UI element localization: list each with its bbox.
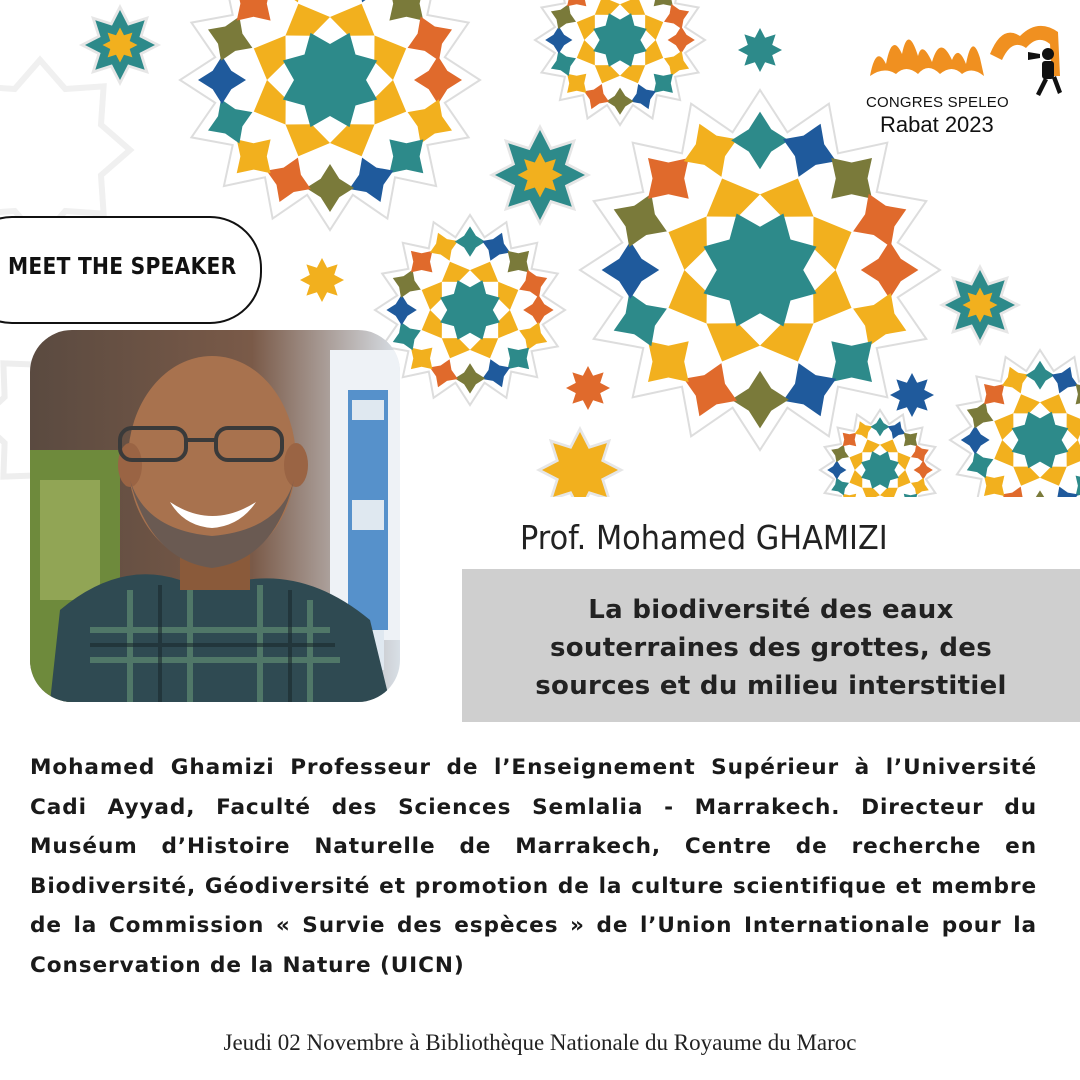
star-rosette-2-petal (411, 348, 433, 370)
speaker-bio: Mohamed Ghamizi Professeur de l’Enseignement Supérieur à l’Université Cadi Ayyad, Faculté des Sciences Semlalia - Marrakech. Directeur du Muséum d’Histoire Naturelle de Marrakech, Centre de recherche en Biodiversité, Géodiversité et promotion de la culture scientifique et membre de la Commission « Survie des espèces » de l’Union Internationale pour la Conservation de la Nature (UICN) (30, 755, 1037, 978)
cave-skyline-icon (862, 14, 1072, 96)
small-star-303 (963, 288, 998, 323)
congres-speleo-logo (862, 14, 1072, 144)
star-rosette-5-petal (843, 433, 857, 447)
meet-the-speaker-badge (0, 216, 262, 324)
small-star-301 (518, 153, 563, 198)
speaker-name: Prof. Mohamed GHAMIZI (520, 518, 888, 557)
star-rosette-1-petal (831, 341, 872, 382)
star-rosette-1-petal (831, 158, 872, 199)
event-date-location: Jeudi 02 Novembre à Bibliothèque Nationale du Royaume du Maroc (223, 1030, 857, 1055)
star-rosette-2-petal (508, 251, 529, 273)
talk-title: La biodiversité des eaux souterraines des grottes, des sources et du milieu interstitiel (535, 595, 1007, 701)
speaker-photo (30, 330, 400, 702)
badge-label: MEET THE SPEAKER (8, 254, 237, 280)
small-star-300 (103, 28, 138, 63)
star-rosette-0-petal (389, 139, 423, 173)
star-rosette-5-petal (904, 433, 918, 447)
logo-city-text: Rabat 2023 (880, 112, 994, 137)
small-star-400 (300, 258, 344, 302)
star-rosette-3-petal (984, 384, 1004, 404)
talk-title-box (462, 569, 1080, 722)
star-rosette-1-petal (648, 341, 689, 382)
small-star-401 (566, 366, 610, 410)
star-rosette-4-petal (654, 74, 673, 93)
small-star-402 (890, 373, 934, 417)
star-rosette-1-petal (648, 158, 689, 199)
star-rosette-0-petal (237, 139, 271, 173)
logo-org-text: CONGRES SPELEO (866, 94, 1009, 111)
small-star-403 (738, 28, 782, 72)
star-rosette-2-petal (411, 251, 433, 273)
speaker-portrait-image (30, 330, 400, 702)
star-rosette-3-petal (984, 476, 1004, 496)
small-star-302 (561, 451, 599, 489)
star-rosette-2-petal (508, 348, 529, 370)
star-rosette-4-petal (567, 74, 586, 93)
